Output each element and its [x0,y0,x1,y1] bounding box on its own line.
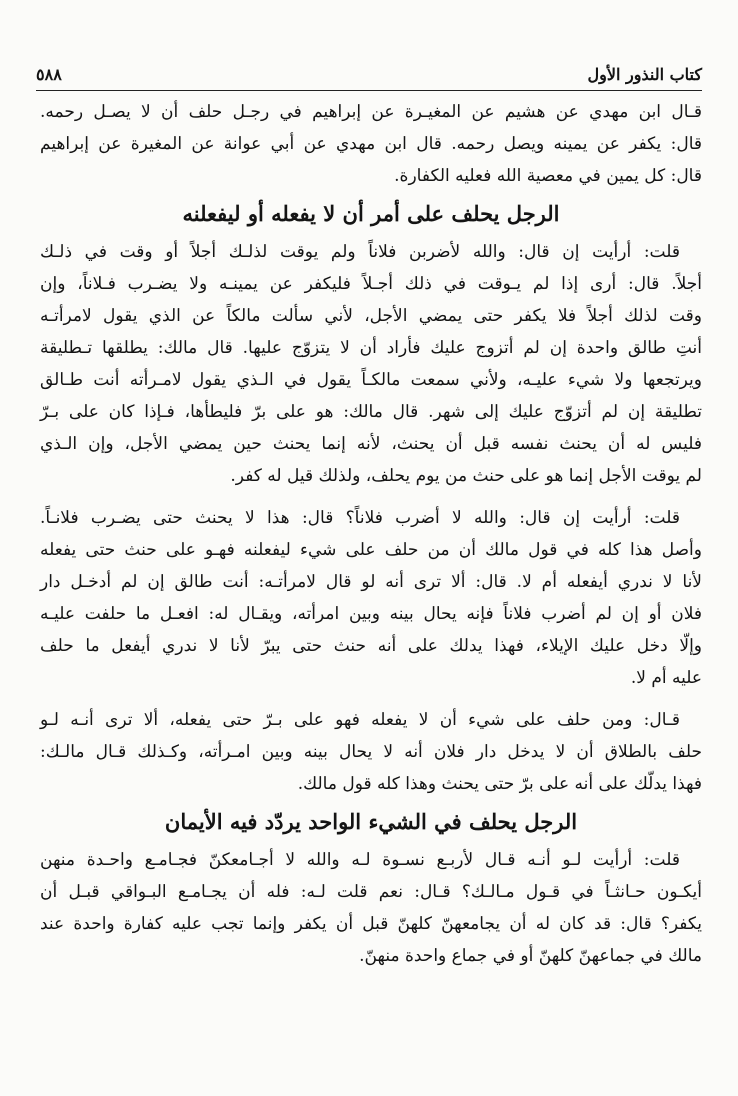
page-number: ٥٨٨ [36,65,62,84]
paragraph [40,704,702,800]
text-line: وأصل هذا كله في قول مالك أن من حلف على شيء ليفعلنه فهـو على حنث حتى يفعله [40,540,702,560]
page-header [36,54,702,91]
text-line: فهذا يدلّك على أنه على برّ حتى يحنث وهذا كله قول مالك. [297,774,702,794]
text-line: قال: كل يمين في معصية الله فعليه الكفارة. [394,166,702,186]
paragraph [40,236,702,492]
intro-paragraph [40,96,702,192]
book-title: كتاب النذور الأول [587,65,702,84]
text-line: قلت: أرأيت إن قال: والله لا أضرب فلاناً؟ قال: هذا لا يحنث حتى يضـرب فلانـاً. [40,508,680,528]
text-line: أنتِ طالق واحدة إن لم أتزوج عليك فأراد أن لا يتزوّج عليها. قال مالك: يطلقها تـطليقة [40,338,702,358]
text-line: حلف بالطلاق أن لا يدخل دار فلان أنه لا يحال بينه وبين امـرأته، وكـذلك قـال مالـك: [40,742,702,762]
text-line: ويرتجعها ولا شيء عليـه، ولأني سمعت مالكـاً يقول في الـذي يقول لامـرأته أنت طـالق [40,370,702,390]
text-line: عليه أم لا. [630,668,702,688]
paragraph [40,502,702,694]
text-line: قـال: ومن حلف على شيء أن لا يفعله فهو على بـرّ حتى يفعله، ألا ترى أنـه لـو [40,710,680,730]
text-line: مالك في جماعهنّ كلهنّ أو في جماع واحدة منهنّ. [359,946,702,966]
text-line: فلان أو إن لم أضرب فلاناً فإنه يحال بينه وبين امرأته، ويقـال له: افعـل ما حلفت عليـه [40,604,702,624]
text-line: وإلّا دخل عليك الإيلاء، فهذا يدلك على أنه حنث حتى يبرّ لأنا لا ندري أيفعل ما حلف [40,636,702,656]
text-line: لم يوقت الأجل إنما هو على حنث من يوم يحلف، ولذلك قيل له كفر. [230,466,702,486]
paragraph [40,844,702,972]
text-line: تطليقة إن لم أتزوّج عليك إلى شهر. قال مالك: هو على برّ فليطأها، فـإذا كان على بـرّ [40,402,702,422]
text-line: فليس له أن يحنث نفسه قبل أن يحنث، لأنه إنما يحنث حين يمضي الأجل، وإن الـذي [40,434,702,454]
text-line: أجلاً. قال: أرى إذا لم يـوقت في ذلك أجـلاً فليكفر عن يمينـه ولا يضـرب فـلاناً، وإن [40,274,702,294]
text-line: قـال ابن مهدي عن هشيم عن المغيـرة عن إبراهيم في رجـل حلف أن لا يصـل رحمه. [40,102,702,122]
text-line: يكفر؟ قال: قد كان له أن يجامعهنّ كلهنّ قبل أن يكفر وإنما تجب عليه كفارة واحدة عند [40,914,702,934]
page-body [40,96,702,972]
text-line: قلت: أرأيت إن قال: والله لأضربن فلاناً ولم يوقت لذلـك أجلاً أو وقت في ذلـك [40,242,680,262]
text-line: لأنا لا ندري أيفعله أم لا. قال: ألا ترى أنه لو قال لامرأتـه: أنت طالق إن لم أدخـل دار [40,572,702,592]
text-line: قال: يكفر عن يمينه ويصل رحمه. قال ابن مهدي عن أبي عوانة عن المغيرة عن إبراهيم [40,134,702,154]
section-heading: الرجل يحلف في الشيء الواحد يردّد فيه الأيمان [164,809,578,834]
section-heading: الرجل يحلف على أمر أن لا يفعله أو ليفعلنه [182,201,560,226]
text-line: قلت: أرأيت لـو أنـه قـال لأربـع نسـوة لـه والله لا أجـامعكنّ فجـامـع واحـدة منهن [40,850,680,870]
text-line: وقت لذلك أجلاً فلا يكفر حتى يمضي الأجل، لأني سألت مالكاً عن الذي يقول لامرأتـه [40,306,702,326]
text-line: أيكـون حـانثـاً في قـول مـالـك؟ قـال: نعم قلت لـه: فله أن يجـامـع البـواقي قبـل أن [40,882,702,902]
